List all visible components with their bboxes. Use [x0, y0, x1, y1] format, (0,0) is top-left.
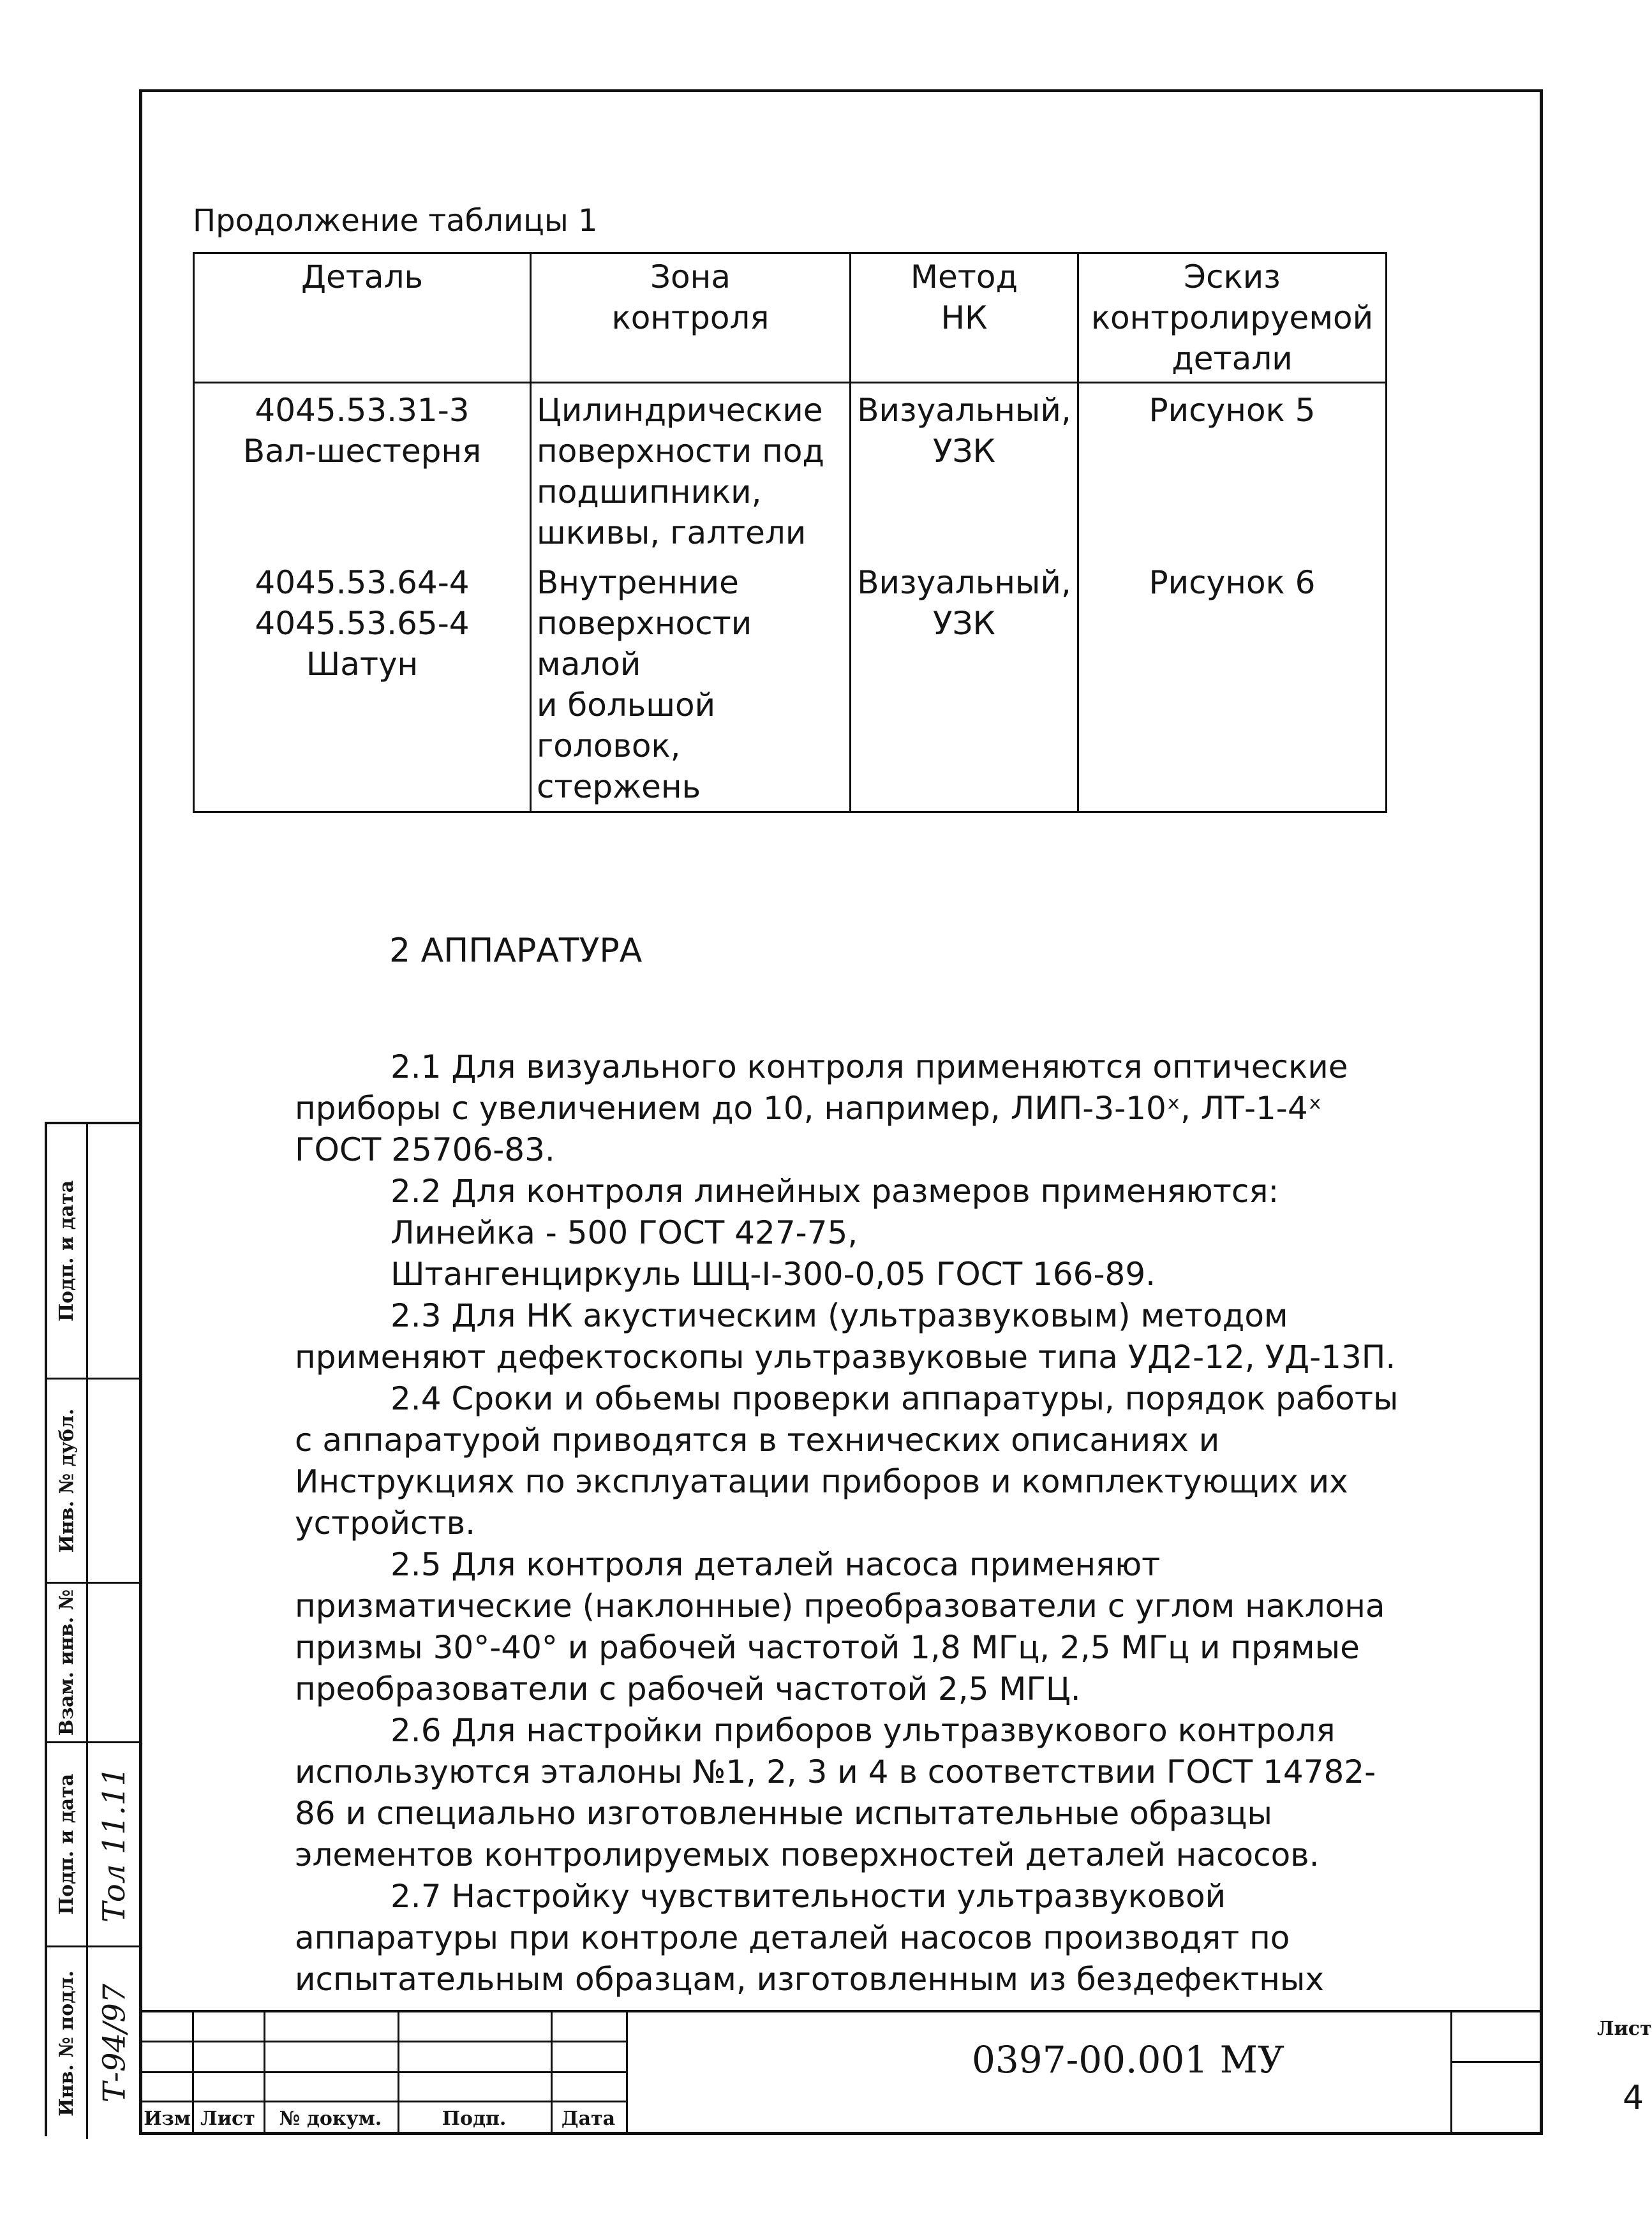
margin-label: Инв. № дубл. — [56, 1408, 78, 1553]
zone-cell: Цилиндрические поверхности под подшипники, шкивы, галтели — [531, 383, 851, 556]
zone-cell: Внутренние поверхности малой и большой головок, стержень — [531, 556, 851, 812]
margin-label: Инв. № подл. — [56, 1970, 78, 2116]
margin-label: Взам. инв. № — [56, 1589, 78, 1736]
column-header-sketch: Эскиз контролируемой детали — [1078, 253, 1387, 383]
sketch-cell: Рисунок 5 — [1078, 383, 1387, 556]
document-number: 0397-00.001 МУ — [972, 2038, 1284, 2081]
caption-doc-number: № докум. — [279, 2107, 382, 2130]
paragraph: Линейка - 500 ГОСТ 427-75, — [391, 1214, 858, 1251]
table-row — [194, 556, 1387, 812]
margin-cell-sign-date — [47, 1743, 140, 1947]
method-cell: Визуальный, УЗК — [851, 556, 1078, 812]
section-body — [295, 1046, 1405, 2000]
caption-date: Дата — [561, 2107, 616, 2130]
sketch-cell: Рисунок 6 — [1078, 556, 1387, 812]
paragraph: 2.6 Для настройки приборов ультразвукового контроля используются эталоны №1, 2, 3 и 4 в соответствии ГОСТ 14782-86 и специально изготовленные испытательные образцы элементов контролируемых поверхностей деталей насосов. — [295, 1712, 1376, 1873]
margin-cell-dup-inventory — [47, 1380, 140, 1584]
paragraph: 2.5 Для контроля деталей насоса применяют призматические (наклонные) преобразователи с углом наклона призмы 30°-40° и рабочей частотой 1,8 МГц, 2,5 МГц и прямые преобразователи с рабочей частотой 2,5 МГЦ. — [295, 1546, 1385, 1707]
caption-sheet: Лист — [200, 2107, 255, 2130]
paragraph: 2.3 Для НК акустическим (ультразвуковым) методом применяют дефектоскопы ультразвуковые типа УД2-12, УД-13П. — [295, 1297, 1396, 1376]
table-row — [194, 383, 1387, 556]
margin-cell-replaced-inventory — [47, 1584, 140, 1743]
method-cell: Визуальный, УЗК — [851, 383, 1078, 556]
paragraph: 2.2 Для контроля линейных размеров применяются: — [391, 1173, 1279, 1210]
control-table — [193, 252, 1387, 813]
title-block — [142, 2010, 1652, 2132]
column-header-zone: Зона контроля — [531, 253, 851, 383]
margin-cell-sign-date-top — [47, 1124, 140, 1380]
column-header-method: Метод НК — [851, 253, 1078, 383]
section-title: 2 АППАРАТУРА — [389, 932, 643, 970]
sheet-number: 4 — [1623, 2079, 1644, 2117]
paragraph: 2.7 Настройку чувствительности ультразвуковой аппаратуры при контроле деталей насосов производят по испытательным образцам, изготовленным из бездефектных — [295, 1878, 1324, 1998]
margin-label: Подп. и дата — [56, 1773, 78, 1915]
margin-cell-original-inventory — [47, 1947, 140, 2139]
caption-signature: Подп. — [442, 2107, 507, 2130]
column-header-detail: Деталь — [194, 253, 531, 383]
sheet-label: Лист — [1597, 2018, 1652, 2040]
detail-cell: 4045.53.31-3 Вал-шестерня — [194, 383, 531, 556]
table-caption: Продолжение таблицы 1 — [193, 203, 598, 239]
binding-margin-block — [45, 1122, 140, 2136]
margin-label: Подп. и дата — [56, 1180, 78, 1322]
handwritten-signature-date: Тол 11.11 — [96, 1766, 132, 1923]
detail-cell: 4045.53.64-4 4045.53.65-4 Шатун — [194, 556, 531, 812]
caption-change: Изм — [144, 2107, 191, 2130]
handwritten-inventory-number: Т-94/97 — [96, 1983, 132, 2103]
paragraph: Штангенциркуль ШЦ-I-300-0,05 ГОСТ 166-89. — [391, 1256, 1156, 1293]
paragraph: 2.4 Сроки и обьемы проверки аппаратуры, порядок работы с аппаратурой приводятся в технических описаниях и Инструкциях по эксплуатации приборов и комплектующих их устройств. — [295, 1380, 1399, 1542]
paragraph: 2.1 Для визуального контроля применяются оптические приборы с увеличением до 10, например, ЛИП-3-10ˣ, ЛТ-1-4ˣ ГОСТ 25706-83. — [295, 1048, 1348, 1168]
